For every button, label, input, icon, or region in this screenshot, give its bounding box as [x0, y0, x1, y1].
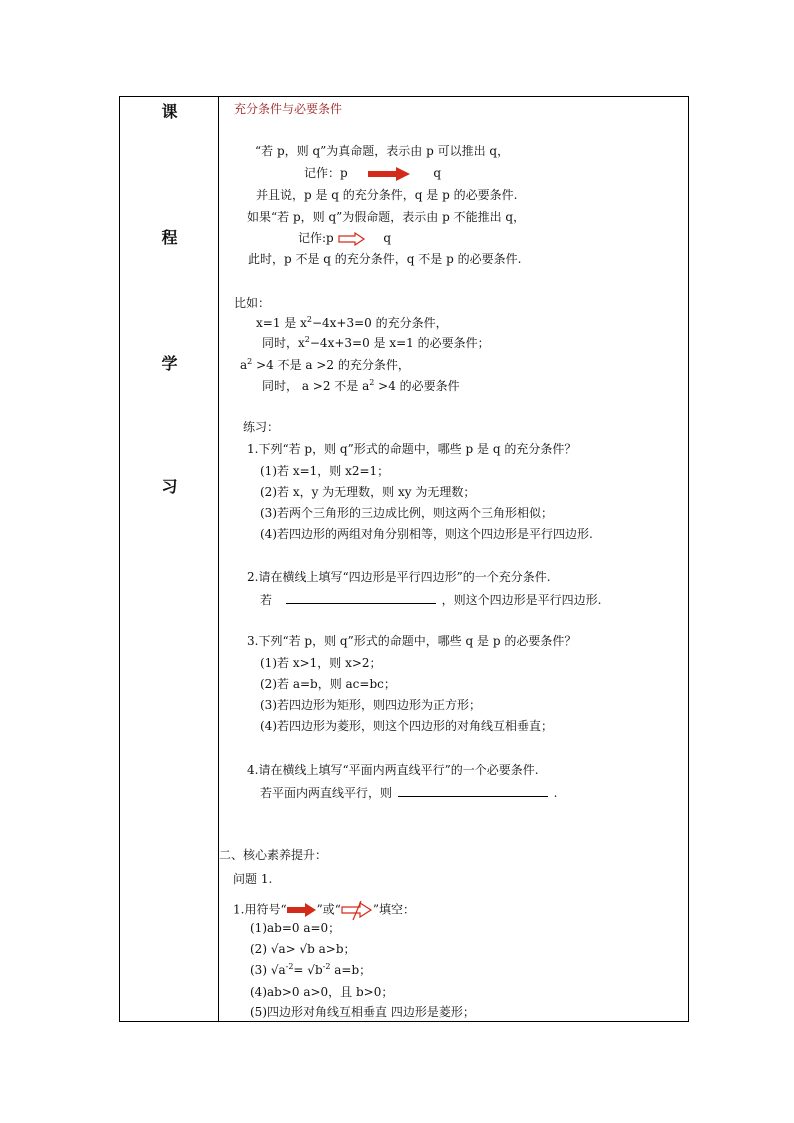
section-title: 充分条件与必要条件	[234, 102, 343, 116]
example-line-3: $a^2 >4$ 不是 a >2 的充分条件，	[240, 357, 410, 372]
intro-line-4: 如果“若 p，则 q”为假命题，表示由 p 不能推出 q，	[247, 210, 526, 224]
practice-q3-item-4: (4)若四边形为菱形，则这个四边形的对角线互相垂直；	[260, 719, 554, 733]
practice-q3-item-2: (2)若 a=b，则 ac=bc；	[260, 677, 396, 691]
intro-line-3: 并且说，p 是 q 的充分条件，q 是 p 的必要条件.	[256, 188, 518, 202]
core-item-3: (3) $√a^{-2}= √b^{-2}$ a=b；	[250, 962, 372, 977]
example-line-4: 同时， a >2 不是 $a^2 >4$ 的必要条件	[262, 378, 460, 393]
core-head: 二、核心素养提升：	[219, 848, 328, 862]
example-line-1: x=1 是 $x^2-4x+3=0$ 的充分条件，	[256, 315, 448, 330]
practice-head: 练习：	[243, 420, 280, 434]
core-problem: 问题 1.	[233, 872, 273, 886]
practice-q3-item-3: (3)若四边形为矩形，则四边形为正方形；	[260, 698, 481, 712]
practice-q1-item-2: (2)若 x，y 为无理数，则 xy 为无理数；	[260, 485, 476, 499]
practice-q4-fill: 若平面内两直线平行，则 .	[260, 786, 558, 800]
intro-line-5: 记作:p q	[298, 231, 392, 245]
side-column	[120, 97, 219, 1021]
practice-q1-item-1: (1)若 x=1，则 x2=1；	[260, 464, 390, 478]
answer-blank-1[interactable]	[286, 591, 436, 604]
not-implies-arrow-icon	[341, 899, 373, 921]
practice-q4: 4.请在横线上填写“平面内两直线平行”的一个必要条件.	[247, 763, 539, 777]
lesson-table	[119, 96, 689, 1022]
side-char-xue: 学	[161, 354, 178, 373]
not-implies-arrow-icon	[338, 232, 366, 246]
answer-blank-2[interactable]	[398, 784, 548, 797]
intro-line-1: “若 p，则 q”为真命题，表示由 p 可以推出 q，	[255, 144, 510, 158]
practice-q3-item-1: (1)若 x>1，则 x>2；	[260, 656, 382, 670]
practice-q2-fill: 若 ，则这个四边形是平行四边形.	[260, 593, 602, 607]
practice-q1-item-3: (3)若两个三角形的三边成比例，则这两个三角形相似；	[260, 506, 554, 520]
example-line-2: 同时，$x^2-4x+3=0$ 是 x=1 的必要条件；	[262, 335, 490, 350]
solid-right-arrow-icon	[287, 903, 317, 917]
practice-q1-item-4: (4)若四边形的两组对角分别相等，则这个四边形是平行四边形.	[260, 527, 593, 541]
core-question: 1.用符号“ ”或“ ”填空：	[233, 899, 415, 921]
core-item-4: (4)ab>0 a>0，且 b>0；	[250, 985, 394, 999]
example-head: 比如：	[234, 296, 271, 310]
practice-q1: 1.下列“若 p，则 q”形式的命题中，哪些 p 是 q 的充分条件？	[247, 442, 577, 456]
side-char-ke: 课	[161, 102, 178, 121]
intro-line-2: 记作：p q	[304, 166, 442, 180]
side-char-cheng: 程	[161, 228, 178, 247]
core-item-1: (1)ab=0 a=0；	[250, 921, 341, 935]
core-item-2: (2) √a> √b a>b；	[250, 942, 356, 956]
practice-q2: 2.请在横线上填写“四边形是平行四边形”的一个充分条件.	[247, 570, 551, 584]
solid-right-arrow-icon	[368, 167, 412, 181]
intro-line-6: 此时，p 不是 q 的充分条件，q 不是 p 的必要条件.	[248, 252, 522, 266]
practice-q3: 3.下列“若 p，则 q”形式的命题中，哪些 q 是 p 的必要条件？	[247, 634, 577, 648]
core-item-5: (5)四边形对角线互相垂直 四边形是菱形；	[250, 1005, 475, 1019]
side-char-xi: 习	[161, 477, 178, 496]
